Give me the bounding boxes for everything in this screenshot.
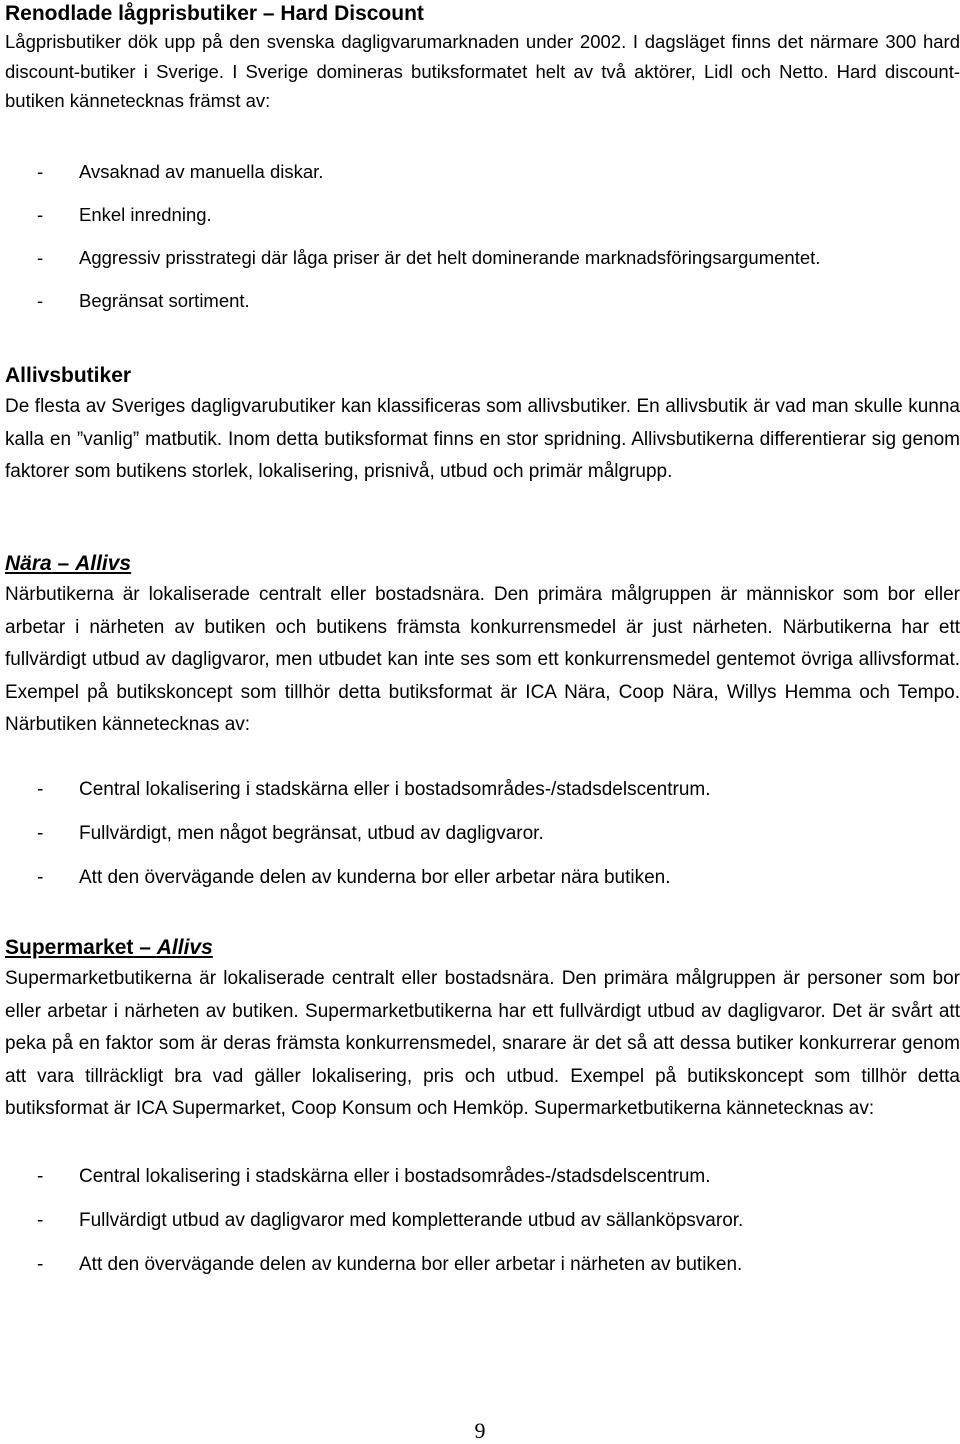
list-item: - Aggressiv prisstrategi där låga priser är det helt dominerande marknadsföringsargumentet. bbox=[37, 244, 957, 287]
page-number: 9 bbox=[474, 1418, 486, 1443]
bullet-dash: - bbox=[37, 290, 44, 311]
heading-nara: Nära – Allivs bbox=[5, 552, 132, 575]
paragraph-allivs: De flesta av Sveriges dagligvarubutiker kan klassificeras som allivsbutiker. En allivsbutik är vad man skulle kunna kalla en ”vanlig” matbutik. Inom detta butiksformat finns en stor spridning. Allivsbutikerna differentierar sig genom faktorer som butikens storlek, lokalisering, prisnivå, utbud och primär målgrupp. bbox=[5, 396, 960, 482]
list-hard-discount bbox=[37, 158, 957, 330]
list-item: - Avsaknad av manuella diskar. bbox=[37, 158, 957, 201]
list-item: - Att den övervägande delen av kunderna bor eller arbetar nära butiken. bbox=[37, 864, 957, 908]
list-nara bbox=[37, 776, 957, 908]
section-hard-discount bbox=[5, 0, 960, 116]
paragraph-hard-discount-intro: Lågprisbutiker dök upp på den svenska dagligvarumarknaden under 2002. I dagsläget finns det närmare 300 hard discount-butiker i Sverige. I Sverige domineras butiksformatet helt av två aktörer, Lidl och Netto. Hard discount-butiken kännetecknas främst av: bbox=[5, 31, 960, 111]
list-item: - Enkel inredning. bbox=[37, 201, 957, 244]
heading-allivs: Allivsbutiker bbox=[5, 364, 132, 387]
paragraph-nara: Närbutikerna är lokaliserade centralt eller bostadsnära. Den primära målgruppen är människor som bor eller arbetar i närheten av butiken och butikens främsta konkurrensmedel är just närheten. Närbutikerna har ett fullvärdigt utbud av dagligvaror, men utbudet kan inte ses som ett konkurrensmedel gentemot övriga allivsformat. Exempel på butikskoncept som tillhör detta butiksformat är ICA Nära, Coop Nära, Willys Hemma och Tempo. Närbutiken kännetecknas av: bbox=[5, 584, 960, 735]
list-item: - Begränsat sortiment. bbox=[37, 287, 957, 330]
section-nara bbox=[5, 550, 960, 742]
paragraph-supermarket: Supermarketbutikerna är lokaliserade centralt eller bostadsnära. Den primära målgruppen är personer som bor eller arbetar i närheten av butiken. Supermarketbutikerna har ett fullvärdigt utbud av dagligvaror. Det är svårt att peka på en faktor som är deras främsta konkurrensmedel, snarare är det så att dessa butiker konkurrerar genom att vara tillräckligt bra vad gäller lokalisering, pris och utbud. Exempel på butikskoncept som tillhör detta butiksformat är ICA Supermarket, Coop Konsum och Hemköp. Supermarketbutikerna kännetecknas av: bbox=[5, 968, 960, 1119]
list-item: - Central lokalisering i stadskärna eller i bostadsområdes-/stadsdelscentrum. bbox=[37, 1163, 957, 1207]
list-item: - Central lokalisering i stadskärna eller i bostadsområdes-/stadsdelscentrum. bbox=[37, 776, 957, 820]
list-supermarket bbox=[37, 1163, 957, 1295]
section-allivs bbox=[5, 362, 960, 489]
bullet-dash: - bbox=[37, 1166, 44, 1187]
heading-hard-discount: Renodlade lågprisbutiker – Hard Discount bbox=[5, 2, 424, 25]
bullet-dash: - bbox=[37, 779, 44, 800]
bullet-dash: - bbox=[37, 867, 44, 888]
section-supermarket bbox=[5, 934, 960, 1126]
bullet-dash: - bbox=[37, 823, 44, 844]
list-item: - Fullvärdigt, men något begränsat, utbud av dagligvaror. bbox=[37, 820, 957, 864]
bullet-dash: - bbox=[37, 247, 44, 268]
bullet-dash: - bbox=[37, 161, 44, 182]
bullet-dash: - bbox=[37, 1210, 44, 1231]
list-item: - Fullvärdigt utbud av dagligvaror med kompletterande utbud av sällanköpsvaror. bbox=[37, 1207, 957, 1251]
heading-supermarket: Supermarket – Allivs bbox=[5, 936, 213, 959]
list-item: - Att den övervägande delen av kunderna bor eller arbetar i närheten av butiken. bbox=[37, 1251, 957, 1295]
bullet-dash: - bbox=[37, 1254, 44, 1275]
bullet-dash: - bbox=[37, 204, 44, 225]
